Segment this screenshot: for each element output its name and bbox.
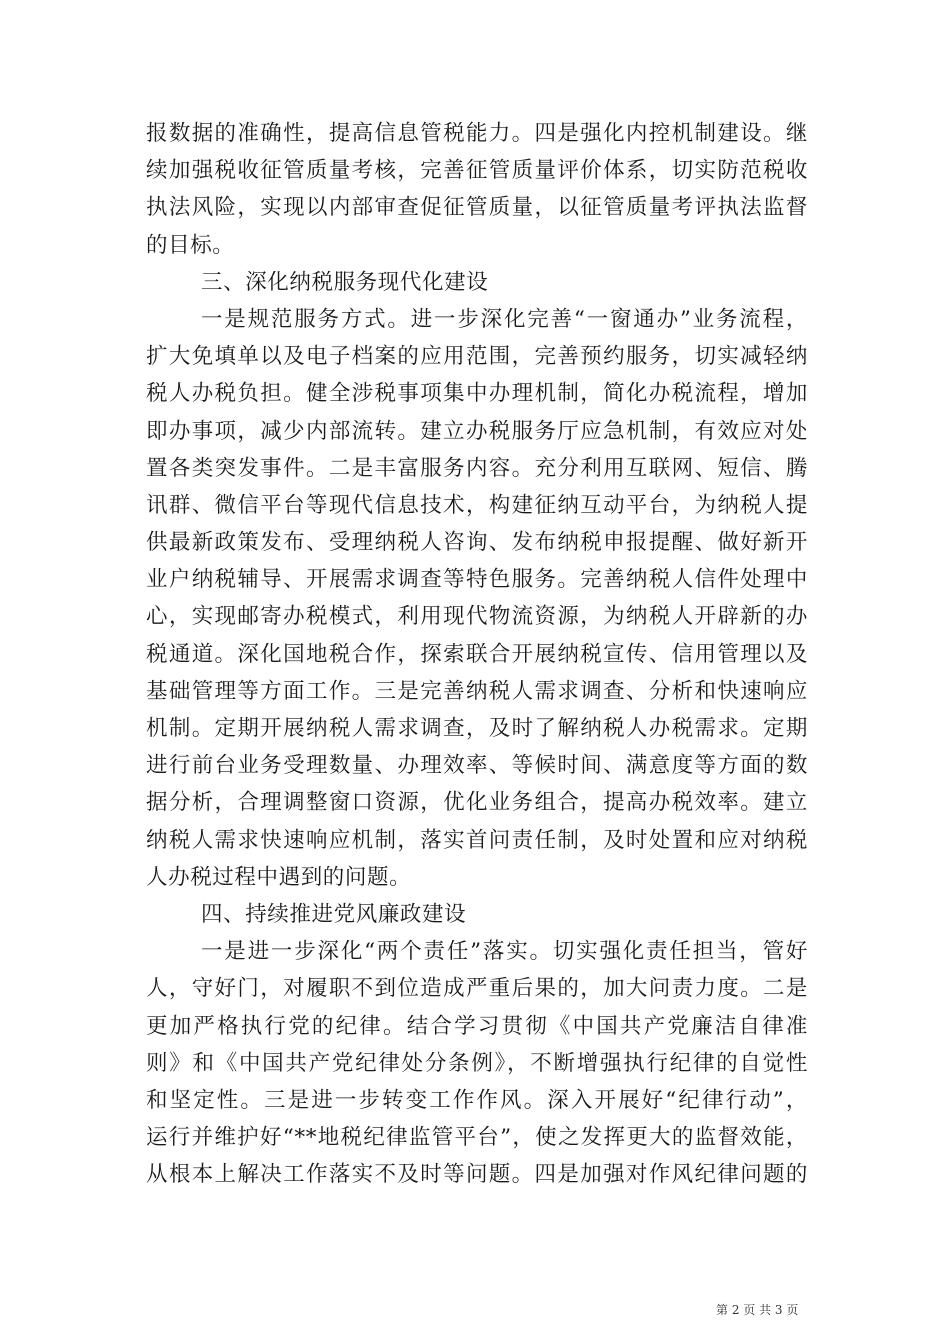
- text-line: 置各类突发事件。二是丰富服务内容。充分利用互联网、短信、腾: [146, 455, 808, 481]
- text-line: 一是进一步深化“两个责任”落实。切实强化责任担当，管好: [201, 939, 808, 965]
- text-line: 税人办税负担。健全涉税事项集中办理机制，简化办税流程，增加: [146, 381, 808, 407]
- text-line: 基础管理等方面工作。三是完善纳税人需求调查、分析和快速响应: [146, 678, 808, 704]
- text-line: 讯群、微信平台等现代信息技术，构建征纳互动平台，为纳税人提: [146, 492, 808, 518]
- text-line: 机制。定期开展纳税人需求调查，及时了解纳税人办税需求。定期: [146, 716, 808, 741]
- text-line: 运行并维护好“**地税纪律监管平台”，使之发挥更大的监督效能，: [146, 1125, 808, 1151]
- text-line: 进行前台业务受理数量、办理效率、等候时间、满意度等方面的数: [146, 753, 808, 779]
- text-line: 即办事项，减少内部流转。建立办税服务厅应急机制，有效应对处: [146, 418, 808, 444]
- text-line: 从根本上解决工作落实不及时等问题。四是加强对作风纪律问题的: [146, 1162, 808, 1188]
- text-line: 执法风险，实现以内部审查促征管质量，以征管质量考评执法监督: [146, 195, 808, 221]
- text-line: 业户纳税辅导、开展需求调查等特色服务。完善纳税人信件处理中: [146, 567, 808, 593]
- text-line: 税通道。深化国地税合作，探索联合开展纳税宣传、信用管理以及: [146, 641, 808, 667]
- text-line: 据分析，合理调整窗口资源，优化业务组合，提高办税效率。建立: [146, 790, 808, 816]
- text-line: 扩大免填单以及电子档案的应用范围，完善预约服务，切实减轻纳: [146, 344, 808, 370]
- text-line: 心，实现邮寄办税模式，利用现代物流资源，为纳税人开辟新的办: [146, 604, 808, 630]
- text-line: 则》和《中国共产党纪律处分条例》，不断增强执行纪律的自觉性: [146, 1050, 808, 1076]
- text-line: 纳税人需求快速响应机制，落实首问责任制，及时处置和应对纳税: [146, 827, 808, 853]
- page-number: 第 2 页 共 3 页: [716, 1303, 799, 1317]
- text-line: 的目标。: [146, 232, 235, 258]
- text-line: 和坚定性。三是进一步转变工作作风。深入开展好“纪律行动”，: [146, 1087, 808, 1113]
- document-body: [146, 115, 808, 1193]
- section-heading: 三、深化纳税服务现代化建设: [201, 269, 489, 295]
- section-heading: 四、持续推进党风廉政建设: [201, 901, 467, 927]
- text-line: 更加严格执行党的纪律。结合学习贯彻《中国共产党廉洁自律准: [146, 1013, 808, 1039]
- text-line: 供最新政策发布、受理纳税人咨询、发布纳税申报提醒、做好新开: [146, 530, 808, 556]
- text-line: 一是规范服务方式。进一步深化完善“一窗通办”业务流程，: [201, 306, 808, 332]
- text-line: 续加强税收征管质量考核，完善征管质量评价体系，切实防范税收: [146, 158, 808, 184]
- text-line: 报数据的准确性，提高信息管税能力。四是强化内控机制建设。继: [146, 121, 808, 146]
- text-line: 人，守好门，对履职不到位造成严重后果的，加大问责力度。二是: [146, 976, 808, 1002]
- text-line: 人办税过程中遇到的问题。: [146, 864, 412, 890]
